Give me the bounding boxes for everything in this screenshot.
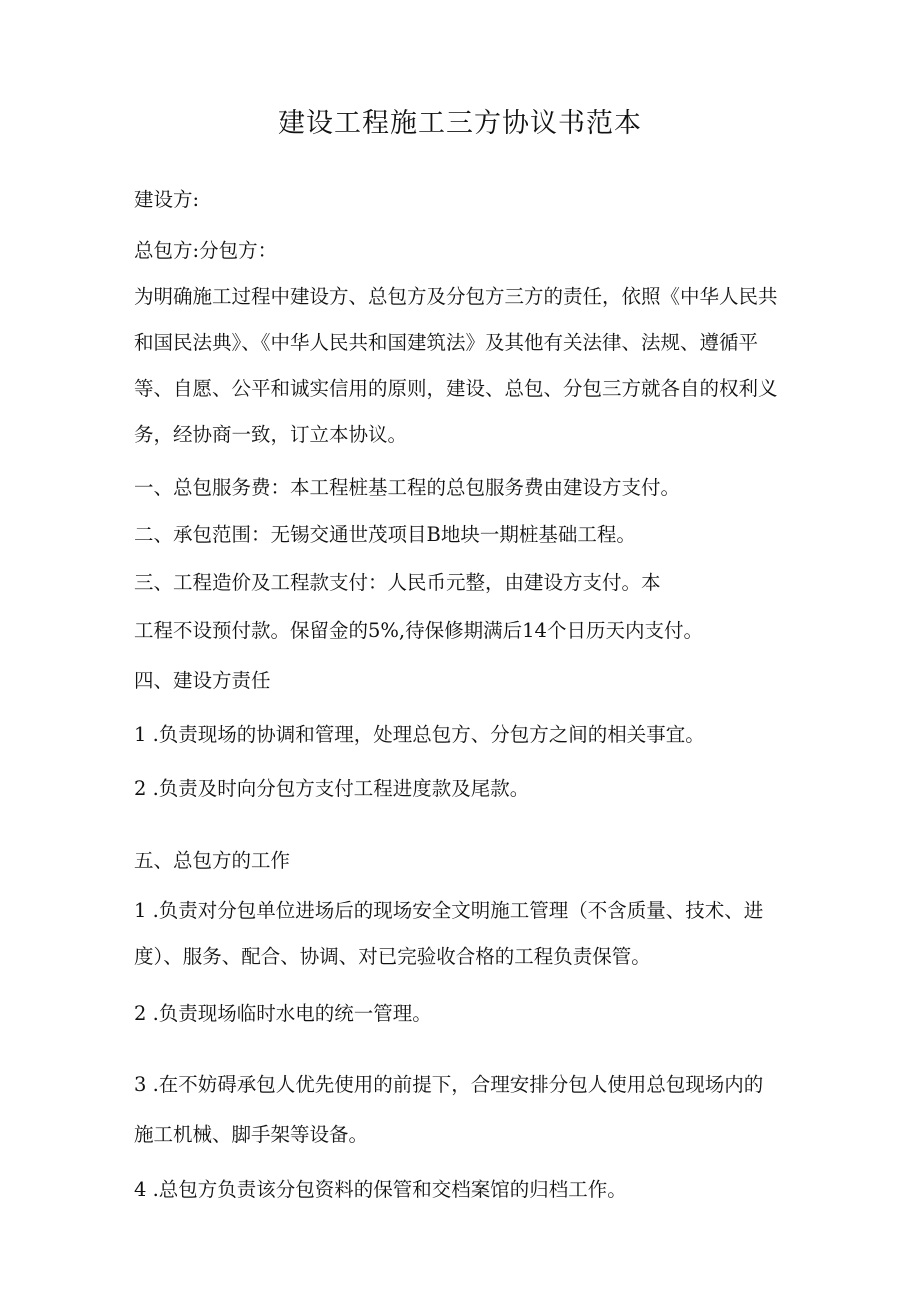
section-1-service-fee: 一、总包服务费：本工程桩基工程的总包服务费由建设方支付。 [134,476,681,499]
preamble-line-4: 务，经协商一致，订立本协议。 [134,423,408,446]
section-5-item-1-line-1: 1 .负责对分包单位进场后的现场安全文明施工管理（不含质量、技术、进 [134,899,764,922]
party-general-sub-label: 总包方:分包方： [134,239,278,262]
section-4-item-2: 2 .负责及时向分包方支付工程进度款及尾款。 [134,777,530,800]
preamble-line-1: 为明确施工过程中建设方、总包方及分包方三方的责任，依照《中华人民共 [134,285,778,308]
section-5-item-1-line-2: 度）、服务、配合、协调、对已完验收合格的工程负责保管。 [134,945,651,968]
section-3-cost-line-1: 三、工程造价及工程款支付：人民币元整，由建设方支付。本 [134,571,661,594]
preamble-line-3: 等、自愿、公平和诚实信用的原则，建设、总包、分包三方就各自的权利义 [134,377,778,400]
section-5-item-4: 4 .总包方负责该分包资料的保管和交档案馆的归档工作。 [134,1178,627,1201]
section-4-item-1: 1 .负责现场的协调和管理，处理总包方、分包方之间的相关事宜。 [134,723,705,746]
document-title: 建设工程施工三方协议书范本 [278,108,642,139]
section-5-item-3-line-1: 3 .在不妨碍承包人优先使用的前提下，合理安排分包人使用总包现场内的 [134,1073,764,1096]
section-5-item-3-line-2: 施工机械、脚手架等设备。 [134,1123,369,1146]
preamble-line-2: 和国民法典》、《中华人民共和国建筑法》及其他有关法律、法规、遵循平 [134,331,759,354]
section-3-cost-line-2: 工程不设预付款。保留金的5%,待保修期满后14个日历天内支付。 [134,619,703,642]
section-5-item-2: 2 .负责现场临时水电的统一管理。 [134,1002,432,1025]
party-construction-label: 建设方: [134,188,200,211]
section-4-heading: 四、建设方责任 [134,669,271,692]
section-2-scope: 二、承包范围：无锡交通世茂项目B地块一期桩基础工程。 [134,523,636,546]
section-5-heading: 五、总包方的工作 [134,849,291,872]
